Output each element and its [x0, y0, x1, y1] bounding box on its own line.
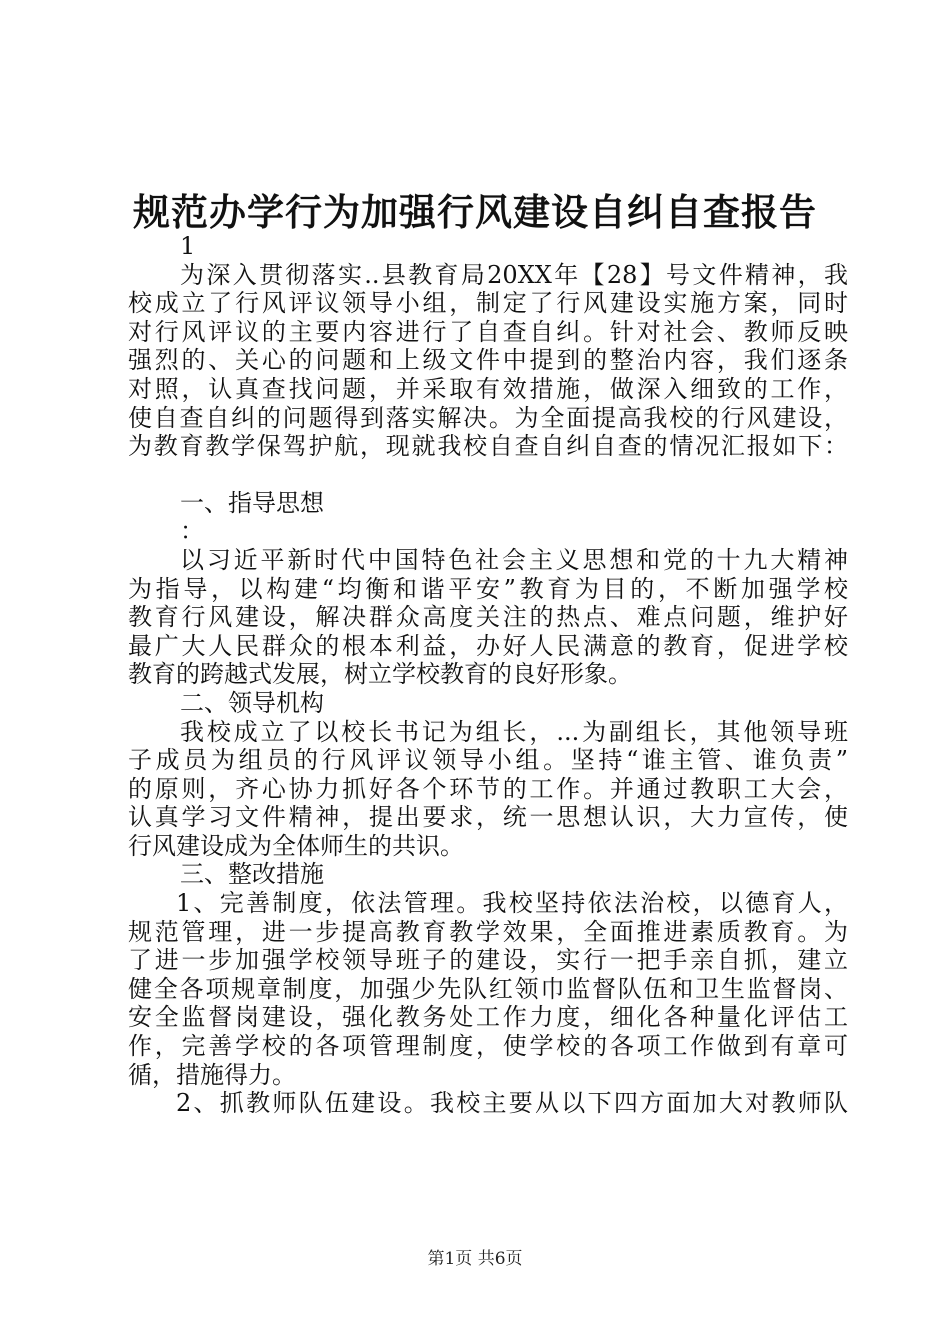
- paragraph-line: 为深入贯彻落实..县教育局20XX年【28】号文件精神，我: [180, 260, 848, 289]
- leadership-paragraph: [128, 718, 848, 861]
- paragraph-line: 最广大人民群众的根本利益，办好人民满意的教育，促进学校: [128, 631, 848, 660]
- document-title: 规范办学行为加强行风建设自纠自查报告: [133, 191, 817, 234]
- paragraph-line: 以习近平新时代中国特色社会主义思想和党的十九大精神: [180, 545, 848, 574]
- paragraph-line: 的原则，齐心协力抓好各个环节的工作。并通过教职工大会，: [128, 774, 848, 803]
- paragraph-line: 健全各项规章制度，加强少先队红领巾监督队伍和卫生监督岗、: [128, 974, 848, 1003]
- intro-paragraph: [128, 261, 848, 461]
- paragraph-line: 教育行风建设，解决群众高度关注的热点、难点问题，维护好: [128, 603, 848, 632]
- section-heading-guiding-ideology: 一、指导思想: [180, 488, 324, 517]
- page-footer: 第1页 共6页: [427, 1249, 523, 1269]
- paragraph-line: 对照，认真查找问题，并采取有效措施，做深入细致的工作，: [128, 374, 848, 403]
- paragraph-line: 对行风评议的主要内容进行了自查自纠。针对社会、教师反映: [128, 317, 848, 346]
- paragraph-line: 强烈的、关心的问题和上级文件中提到的整治内容，我们逐条: [128, 346, 848, 375]
- paragraph-line: 作，完善学校的各项管理制度，使学校的各项工作做到有章可: [128, 1032, 848, 1061]
- paragraph-line: 循，措施得力。: [128, 1060, 296, 1089]
- paragraph-line: 子成员为组员的行风评议领导小组。坚持“谁主管、谁负责”: [128, 746, 848, 775]
- paragraph-line: 行风建设成为全体师生的共识。: [128, 831, 464, 860]
- rectification-item-2: [128, 1089, 848, 1118]
- rectification-item-1: [128, 889, 848, 1089]
- guiding-ideology-paragraph: [128, 546, 848, 689]
- section-heading-leadership: 二、领导机构: [180, 688, 324, 717]
- paragraph-line: 2、抓教师队伍建设。我校主要从以下四方面加大对教师队: [176, 1089, 848, 1118]
- paragraph-line: 为指导，以构建“均衡和谐平安”教育为目的，不断加强学校: [128, 574, 848, 603]
- paragraph-gap: [128, 461, 848, 489]
- paragraph-line: 为教育教学保驾护航，现就我校自查自纠自查的情况汇报如下：: [128, 432, 848, 461]
- section-heading-colon: ：: [180, 517, 204, 546]
- paragraph-line: 使自查自纠的问题得到落实解决。为全面提高我校的行风建设，: [128, 403, 848, 432]
- paragraph-line: 规范管理，进一步提高教育教学效果，全面推进素质教育。为: [128, 917, 848, 946]
- paragraph-line: 校成立了行风评议领导小组，制定了行风建设实施方案，同时: [128, 289, 848, 318]
- paragraph-line: 我校成立了以校长书记为组长，...为副组长，其他领导班: [180, 717, 848, 746]
- paragraph-line: 安全监督岗建设，强化教务处工作力度，细化各种量化评估工: [128, 1003, 848, 1032]
- paragraph-line: 教育的跨越式发展，树立学校教育的良好形象。: [128, 660, 632, 689]
- section-heading-rectification: 三、整改措施: [180, 860, 324, 889]
- number-marker: 1: [180, 232, 196, 260]
- paragraph-line: 1、完善制度，依法管理。我校坚持依法治校，以德育人，: [176, 889, 848, 918]
- document-body: [128, 232, 848, 1118]
- paragraph-line: 认真学习文件精神，提出要求，统一思想认识，大力宣传，使: [128, 803, 848, 832]
- paragraph-line: 了进一步加强学校领导班子的建设，实行一把手亲自抓，建立: [128, 946, 848, 975]
